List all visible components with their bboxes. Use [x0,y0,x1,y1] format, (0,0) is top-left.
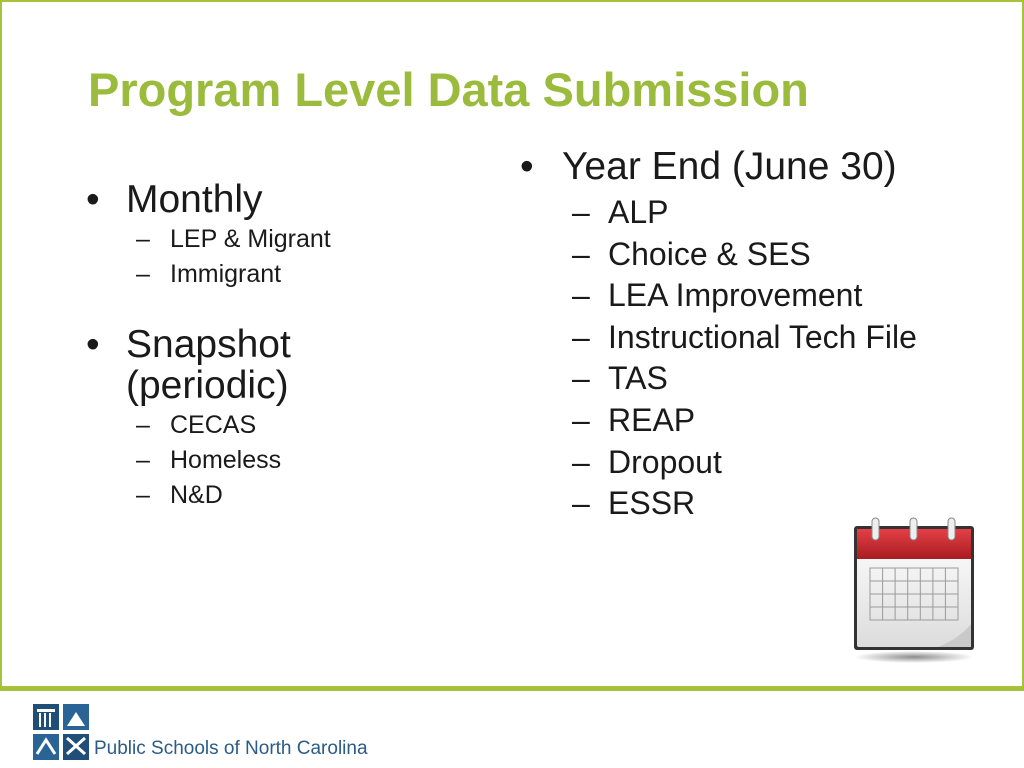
sub-item: – REAP [572,404,920,438]
sub-list [136,224,446,288]
sub-item: – LEA Improvement [572,279,920,313]
footer-rule [0,686,1024,691]
slide-frame-top [0,0,1024,2]
sub-item: – CECAS [136,413,446,438]
bullet-snapshot [86,322,446,509]
sub-list [572,193,920,522]
calendar-icon [852,516,976,664]
organization-name: Public Schools of North Carolina [94,738,368,759]
sub-item: – LEP & Migrant [136,227,446,252]
bullet-label: Snapshot (periodic) [126,322,291,407]
sub-item: – N&D [136,483,446,508]
sub-list [136,410,446,509]
sub-item: – Homeless [136,448,446,473]
dpi-logo-icon [33,704,89,760]
sub-item: – TAS [572,362,920,396]
bullet-year-end [520,147,920,521]
sub-item: – Dropout [572,446,920,480]
sub-item: – ESSR [572,487,920,521]
slide-frame-left [0,0,2,690]
sub-item: – Immigrant [136,262,446,287]
slide-title: Program Level Data Submission [88,63,809,116]
sub-item: – ALP [572,196,920,230]
left-bullet-list [86,180,446,518]
right-bullet-list [520,147,920,529]
bullet-label: Year End (June 30) [562,145,897,188]
sub-item: – Instructional Tech File [572,321,920,355]
bullet-monthly [86,180,446,287]
bullet-label: Monthly [126,178,263,221]
sub-item: – Choice & SES [572,238,920,272]
